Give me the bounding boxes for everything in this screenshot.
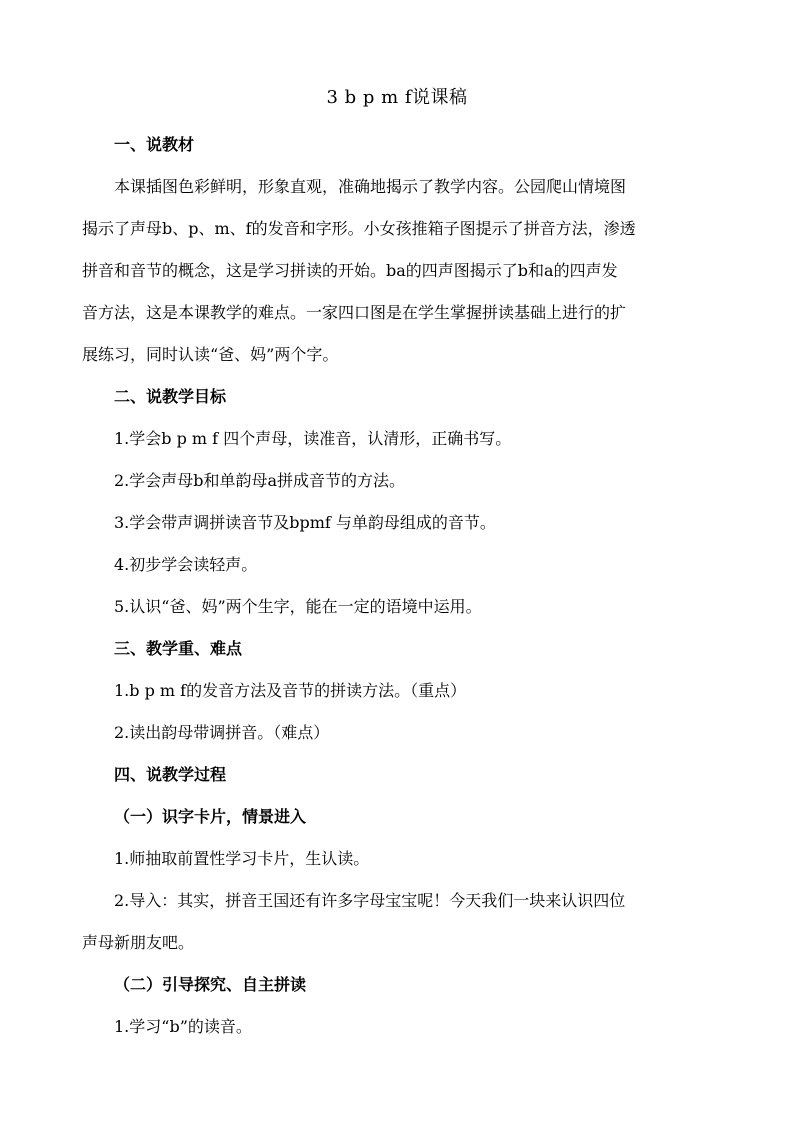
paragraph-line: 声母新朋友吧。: [82, 933, 195, 952]
process-item: 1.学习“b”的读音。: [114, 1017, 252, 1036]
goal-item: 4.初步学会读轻声。: [114, 555, 258, 574]
subsection-heading-guided-exploration: （二）引导探究、自主拼读: [114, 975, 307, 994]
key-point-item: 1.b p m f的发音方法及音节的拼读方法。（重点）: [114, 681, 467, 700]
subsection-heading-card-intro: （一）识字卡片，情景进入: [114, 807, 307, 826]
section-heading-teaching-goals: 二、说教学目标: [114, 387, 227, 406]
paragraph-line: 2.导入：其实，拼音王国还有许多字母宝宝呢！今天我们一块来认识四位: [114, 891, 626, 910]
section-heading-teaching-process: 四、说教学过程: [114, 765, 227, 784]
process-paragraph: [82, 880, 724, 964]
goal-item: 3.学会带声调拼读音节及bpmf 与单韵母组成的音节。: [114, 513, 496, 532]
key-point-item: 2.读出韵母带调拼音。（难点）: [114, 723, 330, 742]
paragraph-line: 拼音和音节的概念，这是学习拼读的开始。ba的四声图揭示了b和a的四声发: [82, 261, 618, 280]
goal-item: 2.学会声母b和单韵母a拼成音节的方法。: [114, 471, 406, 490]
goal-item: 5.认识“爸、妈”两个生字，能在一定的语境中运用。: [114, 597, 482, 616]
paragraph-line: 揭示了声母b、p、m、f的发音和字形。小女孩推箱子图提示了拼音方法，渗透: [82, 219, 636, 238]
section-heading-key-points: 三、教学重、难点: [114, 639, 243, 658]
paragraph-line: 音方法，这是本课教学的难点。一家四口图是在学生掌握拼读基础上进行的扩: [82, 303, 627, 322]
paragraph-line: 展练习，同时认读“爸、妈”两个字。: [82, 345, 339, 364]
section-heading-teaching-material: 一、说教材: [114, 135, 195, 154]
document-title: 3 b p m f说课稿: [326, 87, 468, 108]
teaching-material-paragraph: [82, 166, 724, 376]
paragraph-line: 本课插图色彩鲜明，形象直观，准确地揭示了教学内容。公园爬山情境图: [114, 177, 627, 196]
document-body: [82, 124, 724, 1048]
process-item: 1.师抽取前置性学习卡片，生认读。: [114, 849, 370, 868]
goal-item: 1.学会b p m f 四个声母，读准音，认清形，正确书写。: [114, 429, 512, 448]
